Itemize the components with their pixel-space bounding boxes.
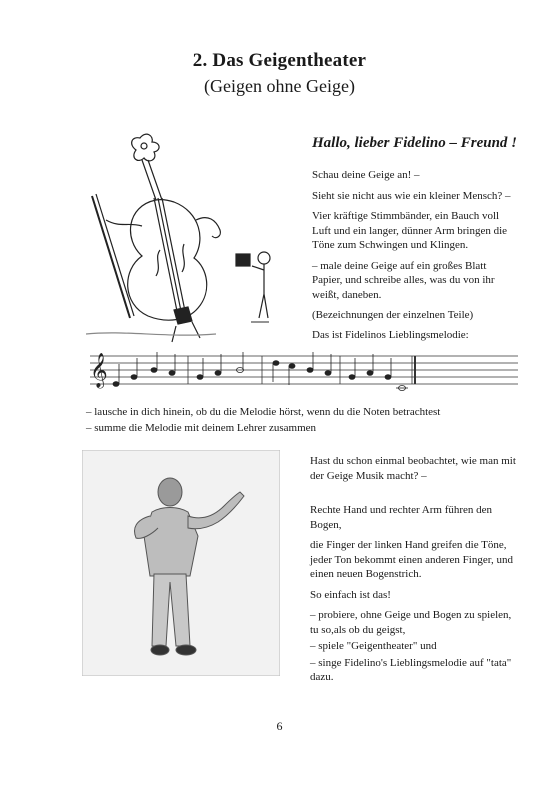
page-subtitle: (Geigen ohne Geige): [204, 76, 355, 96]
explanation-line: So einfach ist das!: [310, 588, 391, 601]
melody-staff: [90, 350, 518, 394]
explanation-line: Rechte Hand und rechter Arm führen den Bogen,: [310, 504, 493, 531]
svg-text:𝄞: 𝄞: [90, 353, 108, 388]
instruction-line: – summe die Melodie mit deinem Lehrer zusammen: [86, 422, 317, 434]
explanation-line: jeder Ton bekommt einen anderen Finger, und einen neuen Bogenstrich.: [310, 553, 513, 580]
page-title: 2. Das Geigentheater: [192, 50, 367, 71]
intro-paragraph: Sieht sie nicht aus wie ein kleiner Mensch? –: [312, 189, 511, 202]
intro-paragraph: Schau deine Geige an! –: [312, 169, 420, 181]
child-photo: [82, 450, 280, 676]
page-number: 6: [276, 719, 283, 733]
question-text: Hast du schon einmal beobachtet, wie man mit der Geige Musik macht? –: [310, 455, 516, 482]
intro-text-block: [312, 168, 517, 329]
intro-paragraph: Vier kräftige Stimmbänder, ein Bauch voll Luft und ein langer, dünner Arm bringen die Töne zum Schwingen und Klingen.: [312, 210, 508, 251]
explanation-block: [310, 503, 515, 691]
explanation-line: die Finger der linken Hand greifen die Töne,: [310, 539, 507, 551]
explanation-line: – spiele "Geigentheater" und: [310, 640, 437, 652]
melody-caption: Das ist Fidelinos Lieblingsmelodie:: [312, 329, 469, 341]
instruction-line: – lausche in dich hinein, ob du die Melodie hörst, wenn du die Noten betrachtest: [86, 406, 441, 418]
greeting-heading: Hallo, lieber Fidelino – Freund !: [312, 135, 518, 151]
explanation-line: – probiere, ohne Geige und Bogen zu spielen, tu so,als ob du geigst,: [310, 609, 512, 636]
intro-paragraph: (Bezeichnungen der einzelnen Teile): [312, 309, 474, 321]
explanation-line: – singe Fidelino's Lieblingsmelodie auf "tata" dazu.: [310, 656, 512, 683]
violin-character-illustration: [86, 130, 286, 350]
intro-paragraph: – male deine Geige auf ein großes Blatt Papier, und schreibe alles, was du von ihr weißt, daneben.: [312, 259, 495, 301]
